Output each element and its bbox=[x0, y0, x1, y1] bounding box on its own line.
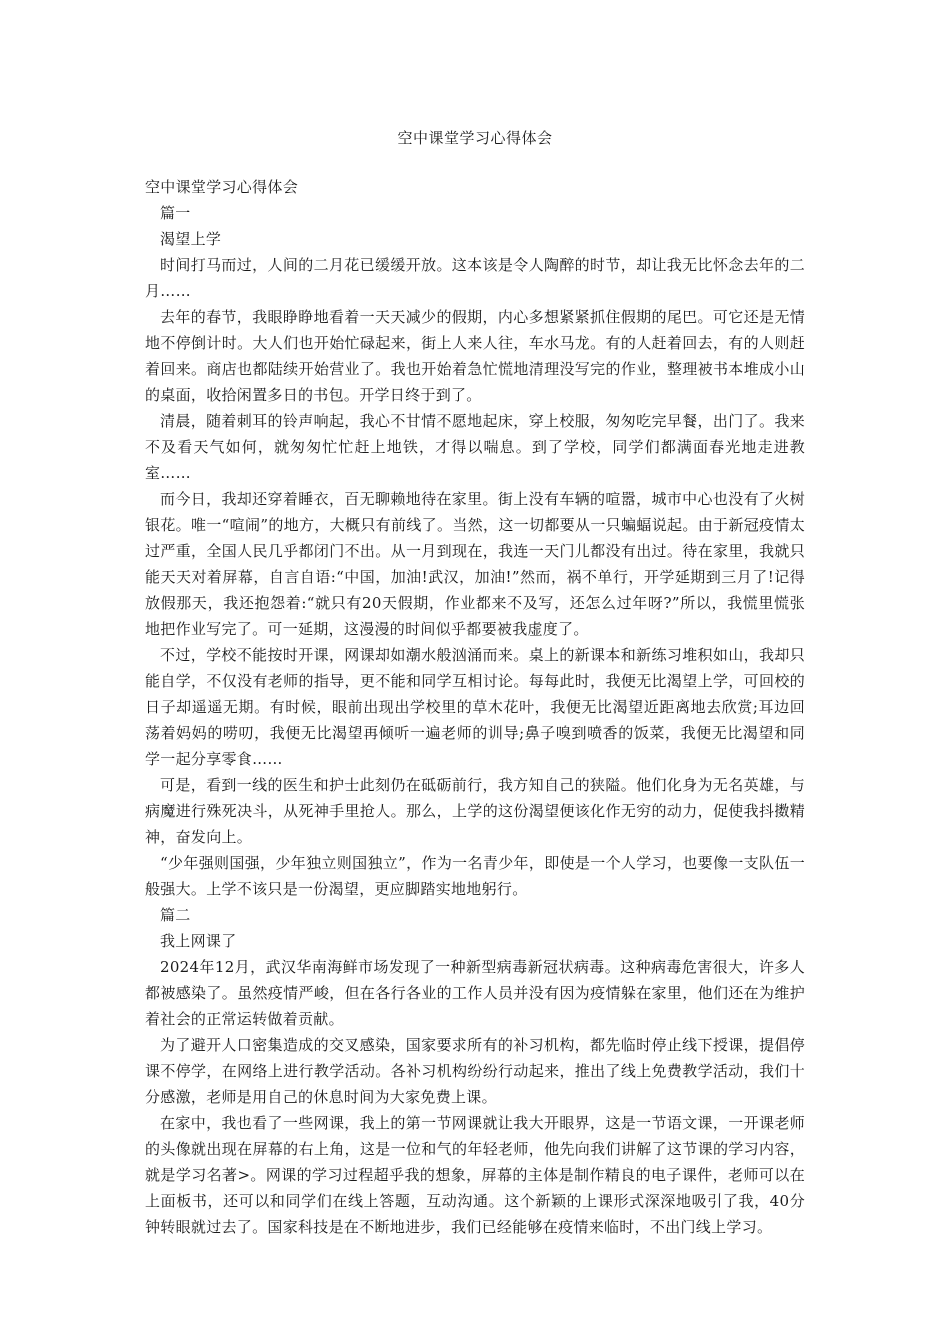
paragraph: 不过，学校不能按时开课，网课却如潮水般汹涌而来。桌上的新课本和新练习堆积如山，我却只能自学，不仅没有老师的指导，更不能和同学互相讨论。每每此时，我便无比渴望上学，可回校的日子却遥遥无期。有时候，眼前出现出学校里的草木花叶，我便无比渴望近距离地去欣赏;耳边回荡着妈妈的唠叨，我便无比渴望再倾听一遍老师的训导;鼻子嗅到喷香的饭菜，我便无比渴望和同学一起分享零食…… bbox=[145, 646, 805, 768]
section-2-label: 篇二 bbox=[160, 906, 191, 924]
section-1-heading: 渴望上学 bbox=[160, 230, 222, 248]
paragraph: 清晨，随着刺耳的铃声响起，我心不甘情不愿地起床，穿上校服，匆匆吃完早餐，出门了。我来不及看天气如何，就匆匆忙忙赶上地铁，才得以喘息。到了学校，同学们都满面春光地走进教室…… bbox=[145, 412, 805, 482]
document-subtitle: 空中课堂学习心得体会 bbox=[145, 178, 299, 196]
paragraph: 在家中，我也看了一些网课，我上的第一节网课就让我大开眼界，这是一节语文课，一开课老师的头像就出现在屏幕的右上角，这是一位和气的年轻老师，他先向我们讲解了这节课的学习内容，就是学习名著>。网课的学习过程超乎我的想象，屏幕的主体是制作精良的电子课件，老师可以在上面板书，还可以和同学们在线上答题，互动沟通。这个新颖的上课形式深深地吸引了我，40分钟转眼就过去了。国家科技是在不断地进步，我们已经能够在疫情来临时，不出门线上学习。 bbox=[145, 1114, 805, 1236]
paragraph: 而今日，我却还穿着睡衣，百无聊赖地待在家里。街上没有车辆的喧嚣，城市中心也没有了火树银花。唯一“喧闹”的地方，大概只有前线了。当然，这一切都要从一只蝙蝠说起。由于新冠疫情太过严重，全国人民几乎都闭门不出。从一月到现在，我连一天门儿都没有出过。待在家里，我就只能天天对着屏幕，自言自语:“中国，加油!武汉，加油!”然而，祸不单行，开学延期到三月了!记得放假那天，我还抱怨着:“就只有20天假期，作业都来不及写，还怎么过年呀?”所以，我慌里慌张地把作业写完了。可一延期，这漫漫的时间似乎都要被我虚度了。 bbox=[145, 490, 805, 638]
document-body bbox=[145, 174, 805, 1240]
paragraph: 可是，看到一线的医生和护士此刻仍在砥砺前行，我方知自己的狭隘。他们化身为无名英雄，与病魔进行殊死决斗，从死神手里抢人。那么，上学的这份渴望便该化作无穷的动力，促使我抖擞精神，奋发向上。 bbox=[145, 776, 805, 846]
section-1-label: 篇一 bbox=[160, 204, 191, 222]
paragraph: 去年的春节，我眼睁睁地看着一天天减少的假期，内心多想紧紧抓住假期的尾巴。可它还是无情地不停倒计时。大人们也开始忙碌起来，街上人来人往，车水马龙。有的人赶着回去，有的人则赶着回来。商店也都陆续开始营业了。我也开始着急忙慌地清理没写完的作业，整理被书本堆成小山的桌面，收拾闲置多日的书包。开学日终于到了。 bbox=[145, 308, 805, 404]
paragraph: 时间打马而过，人间的二月花已缓缓开放。这本该是令人陶醉的时节，却让我无比怀念去年的二月…… bbox=[145, 256, 805, 300]
paragraph: 2024年12月，武汉华南海鲜市场发现了一种新型病毒新冠状病毒。这种病毒危害很大，许多人都被感染了。虽然疫情严峻，但在各行各业的工作人员并没有因为疫情躲在家里，他们还在为维护着社会的正常运转做着贡献。 bbox=[145, 958, 805, 1028]
paragraph: “少年强则国强，少年独立则国独立”，作为一名青少年，即使是一个人学习，也要像一支队伍一般强大。上学不该只是一份渴望，更应脚踏实地地躬行。 bbox=[145, 854, 805, 898]
section-2-heading: 我上网课了 bbox=[160, 932, 237, 950]
paragraph: 为了避开人口密集造成的交叉感染，国家要求所有的补习机构，都先临时停止线下授课，提倡停课不停学，在网络上进行教学活动。各补习机构纷纷行动起来，推出了线上免费教学活动，我们十分感激，老师是用自己的休息时间为大家免费上课。 bbox=[145, 1036, 805, 1106]
document-title: 空中课堂学习心得体会 bbox=[397, 129, 553, 147]
